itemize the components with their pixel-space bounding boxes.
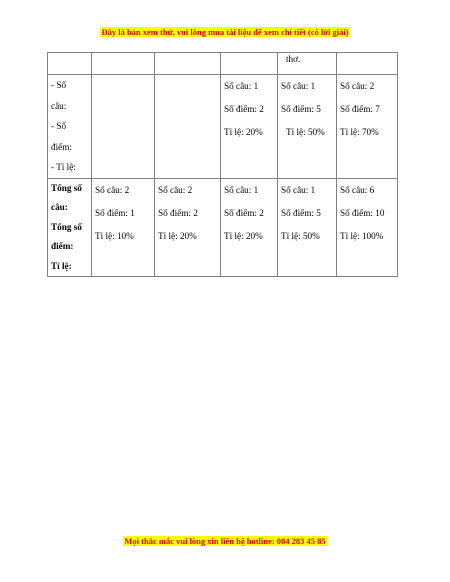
cell-line-points: Số điểm: 7 — [340, 104, 380, 114]
row-label-line: - Tỉ lệ: — [51, 162, 76, 172]
cell-line-count: Số câu: 6 — [340, 184, 375, 195]
row-label-line: - Số — [51, 121, 67, 131]
cell-line-count: Số câu: 1 — [224, 184, 259, 195]
table-row — [48, 53, 398, 75]
row-label-line: điểm: — [51, 141, 72, 152]
total-label-line: Tổng số — [51, 182, 82, 193]
cell-line-count: Số câu: 1 — [281, 184, 316, 195]
total-label-line: Tỉ lệ: — [51, 260, 72, 271]
hotline-text: Mọi thắc mắc vui lòng xin liên hệ hotline: 084 283 45 85 — [124, 536, 326, 546]
cell-line-count: Số câu: 2 — [158, 184, 193, 195]
table-cell — [278, 75, 337, 179]
cell-text: thơ. — [286, 54, 301, 64]
table-cell — [48, 53, 92, 75]
score-matrix-table — [47, 52, 398, 277]
table-cell — [155, 178, 221, 277]
table-cell — [221, 53, 278, 75]
total-label-line: điểm: — [51, 241, 74, 251]
preview-notice-text: Đây là bản xem thử, vui lòng mua tài liệu để xem chi tiết (có lời giải) — [101, 27, 349, 37]
table-cell — [337, 178, 398, 277]
table-cell — [221, 75, 278, 179]
cell-line-count: Số câu: 2 — [95, 184, 130, 195]
cell-line-ratio: Tỉ lệ: 20% — [224, 230, 263, 241]
table-cell — [278, 53, 337, 75]
cell-line-points: Số điểm: 5 — [281, 207, 321, 218]
cell-line-ratio: Tỉ lệ: 50% — [281, 230, 320, 241]
cell-line-points: Số điểm: 2 — [224, 104, 264, 114]
row-label-cell — [48, 75, 92, 179]
cell-line-count: Số câu: 1 — [224, 81, 259, 91]
total-label-line: câu: — [51, 202, 68, 212]
table-cell — [155, 75, 221, 179]
table-cell — [337, 75, 398, 179]
cell-line-ratio: Tỉ lệ: 50% — [286, 127, 325, 137]
table-cell — [337, 53, 398, 75]
total-label-line: Tổng số — [51, 221, 82, 232]
cell-line-ratio: Tỉ lệ: 20% — [158, 230, 197, 241]
hotline-banner — [0, 536, 450, 547]
cell-line-points: Số điểm: 10 — [340, 207, 385, 218]
table-cell — [221, 178, 278, 277]
cell-line-ratio: Tỉ lệ: 10% — [95, 230, 134, 241]
cell-line-ratio: Tỉ lệ: 100% — [340, 230, 384, 241]
table-cell — [92, 75, 155, 179]
preview-notice-banner — [0, 27, 450, 38]
cell-line-count: Số câu: 1 — [281, 81, 316, 91]
cell-line-count: Số câu: 2 — [340, 81, 375, 91]
cell-line-ratio: Tỉ lệ: 70% — [340, 127, 379, 137]
table-cell — [92, 53, 155, 75]
cell-line-points: Số điểm: 5 — [281, 104, 321, 114]
cell-line-points: Số điểm: 2 — [224, 207, 264, 218]
cell-line-points: Số điểm: 2 — [158, 207, 198, 218]
table-cell — [155, 53, 221, 75]
row-label-line: - Số — [51, 80, 67, 90]
table-row — [48, 75, 398, 179]
cell-line-points: Số điểm: 1 — [95, 207, 135, 218]
cell-line-ratio: Tỉ lệ: 20% — [224, 127, 263, 137]
row-label-line: câu: — [51, 100, 67, 111]
table-cell — [92, 178, 155, 277]
total-label-cell — [48, 178, 92, 277]
table-row — [48, 178, 398, 277]
table-cell — [278, 178, 337, 277]
